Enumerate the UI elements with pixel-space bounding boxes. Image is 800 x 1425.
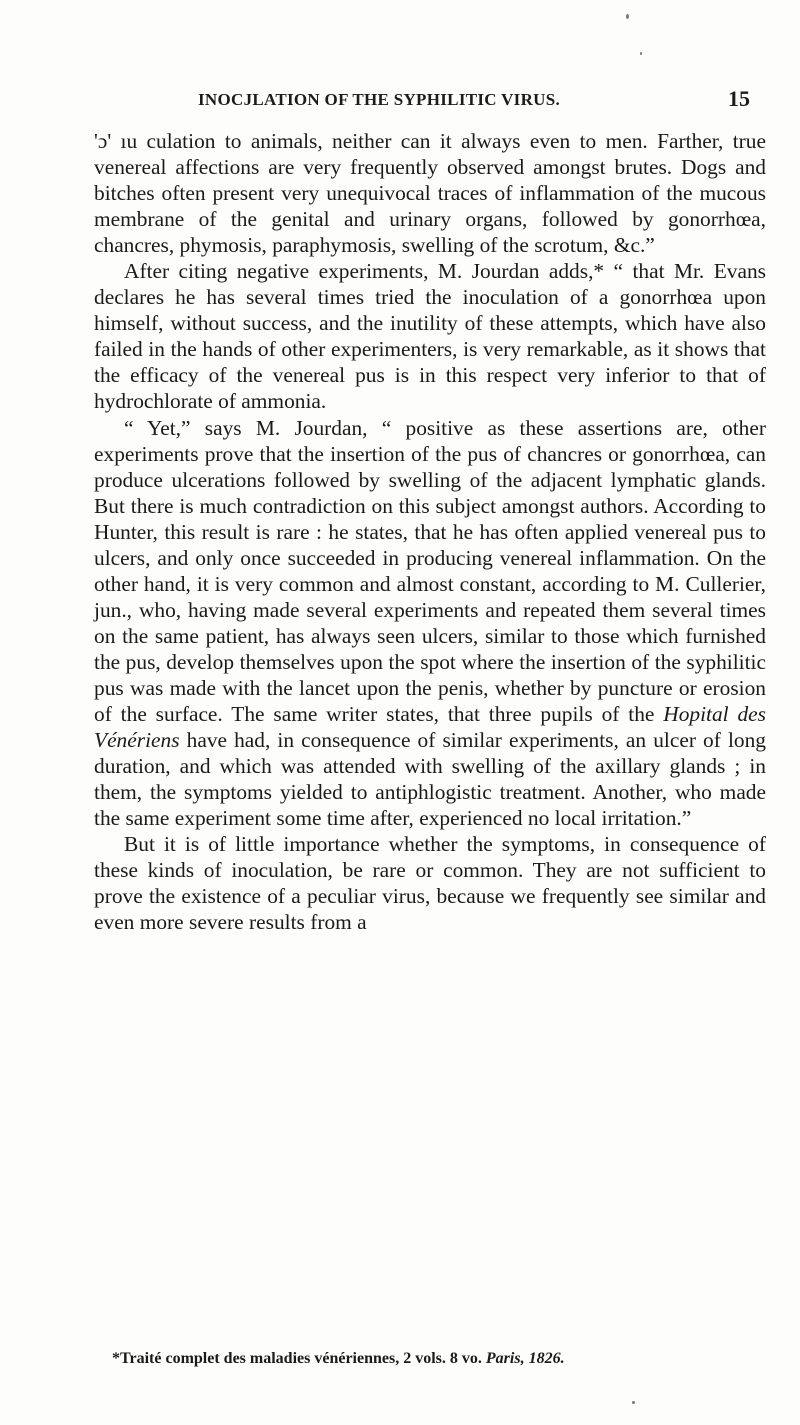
paragraph-jourdan-positive-text-2: have had, in consequence of similar experiments, an ulcer of long duration, and which was attended with swelling of the axillary glands ; in them, the symptoms yielded to antiphlogistic treatment. Another, who made the same experiment some time after, experienced no local irritation.” <box>94 728 766 831</box>
footnote-text: Traité complet des maladies vénériennes, 2 vols. 8 vo. <box>120 1350 486 1367</box>
print-speck <box>632 1401 635 1404</box>
footnote-place-date: Paris, 1826. <box>485 1350 565 1367</box>
footnote-marker: * <box>112 1350 120 1367</box>
footnote <box>112 1349 772 1369</box>
hospital-name-italic: Hopital des Vénériens <box>94 702 766 753</box>
body-text <box>94 128 766 935</box>
paragraph-importance: But it is of little importance whether the symptoms, in consequence of these kinds of inoculation, be rare or common. They are not sufficient to prove the existence of a peculiar virus, because we frequently see similar and even more severe results from a <box>94 832 766 935</box>
paragraph-jourdan-evans: After citing negative experiments, M. Jourdan adds,* “ that Mr. Evans declares he has several times tried the inoculation of a gonorrhœa upon himself, without success, and the inutility of these attempts, which have also failed in the hands of other experimenters, is very remarkable, as it shows that the efficacy of the venereal pus is in this respect very inferior to that of hydrochlorate of ammonia. <box>94 259 766 414</box>
paragraph-jourdan-positive-text-1: “ Yet,” says M. Jourdan, “ positive as these assertions are, other experiments prove that the insertion of the pus of chancres or gonorrhœa, can produce ulcerations followed by swelling of the adjacent lymphatic glands. But there is much contradiction on this subject amongst authors. According to Hunter, this result is rare : he states, that he has often applied venereal pus to ulcers, and only once succeeded in producing venereal inflammation. On the other hand, it is very common and almost constant, according to M. Cullerier, jun., who, having made several experiments and repeated them several times on the same patient, has always seen ulcers, similar to those which furnished the pus, develop themselves upon the spot where the insertion of the syphilitic pus was made with the lancet upon the penis, whether by puncture or erosion of the surface. The same writer states, that three pupils of the <box>94 415 766 727</box>
paragraph-continuation: 'ɔ' ıu culation to animals, neither can it always even to men. Farther, true venereal affections are very frequently observed amongst brutes. Dogs and bitches often present very unequivocal traces of inflammation of the mucous membrane of the genital and urinary organs, followed by gonorrhœa, chancres, phymosis, paraphymosis, swelling of the scrotum, &c.” <box>94 129 766 258</box>
print-speck <box>626 14 629 19</box>
running-head: INOCJLATION OF THE SYPHILITIC VIRUS. <box>198 90 561 109</box>
paragraph-jourdan-positive <box>94 415 766 832</box>
print-speck <box>640 52 642 55</box>
page-number: 15 <box>728 86 750 111</box>
